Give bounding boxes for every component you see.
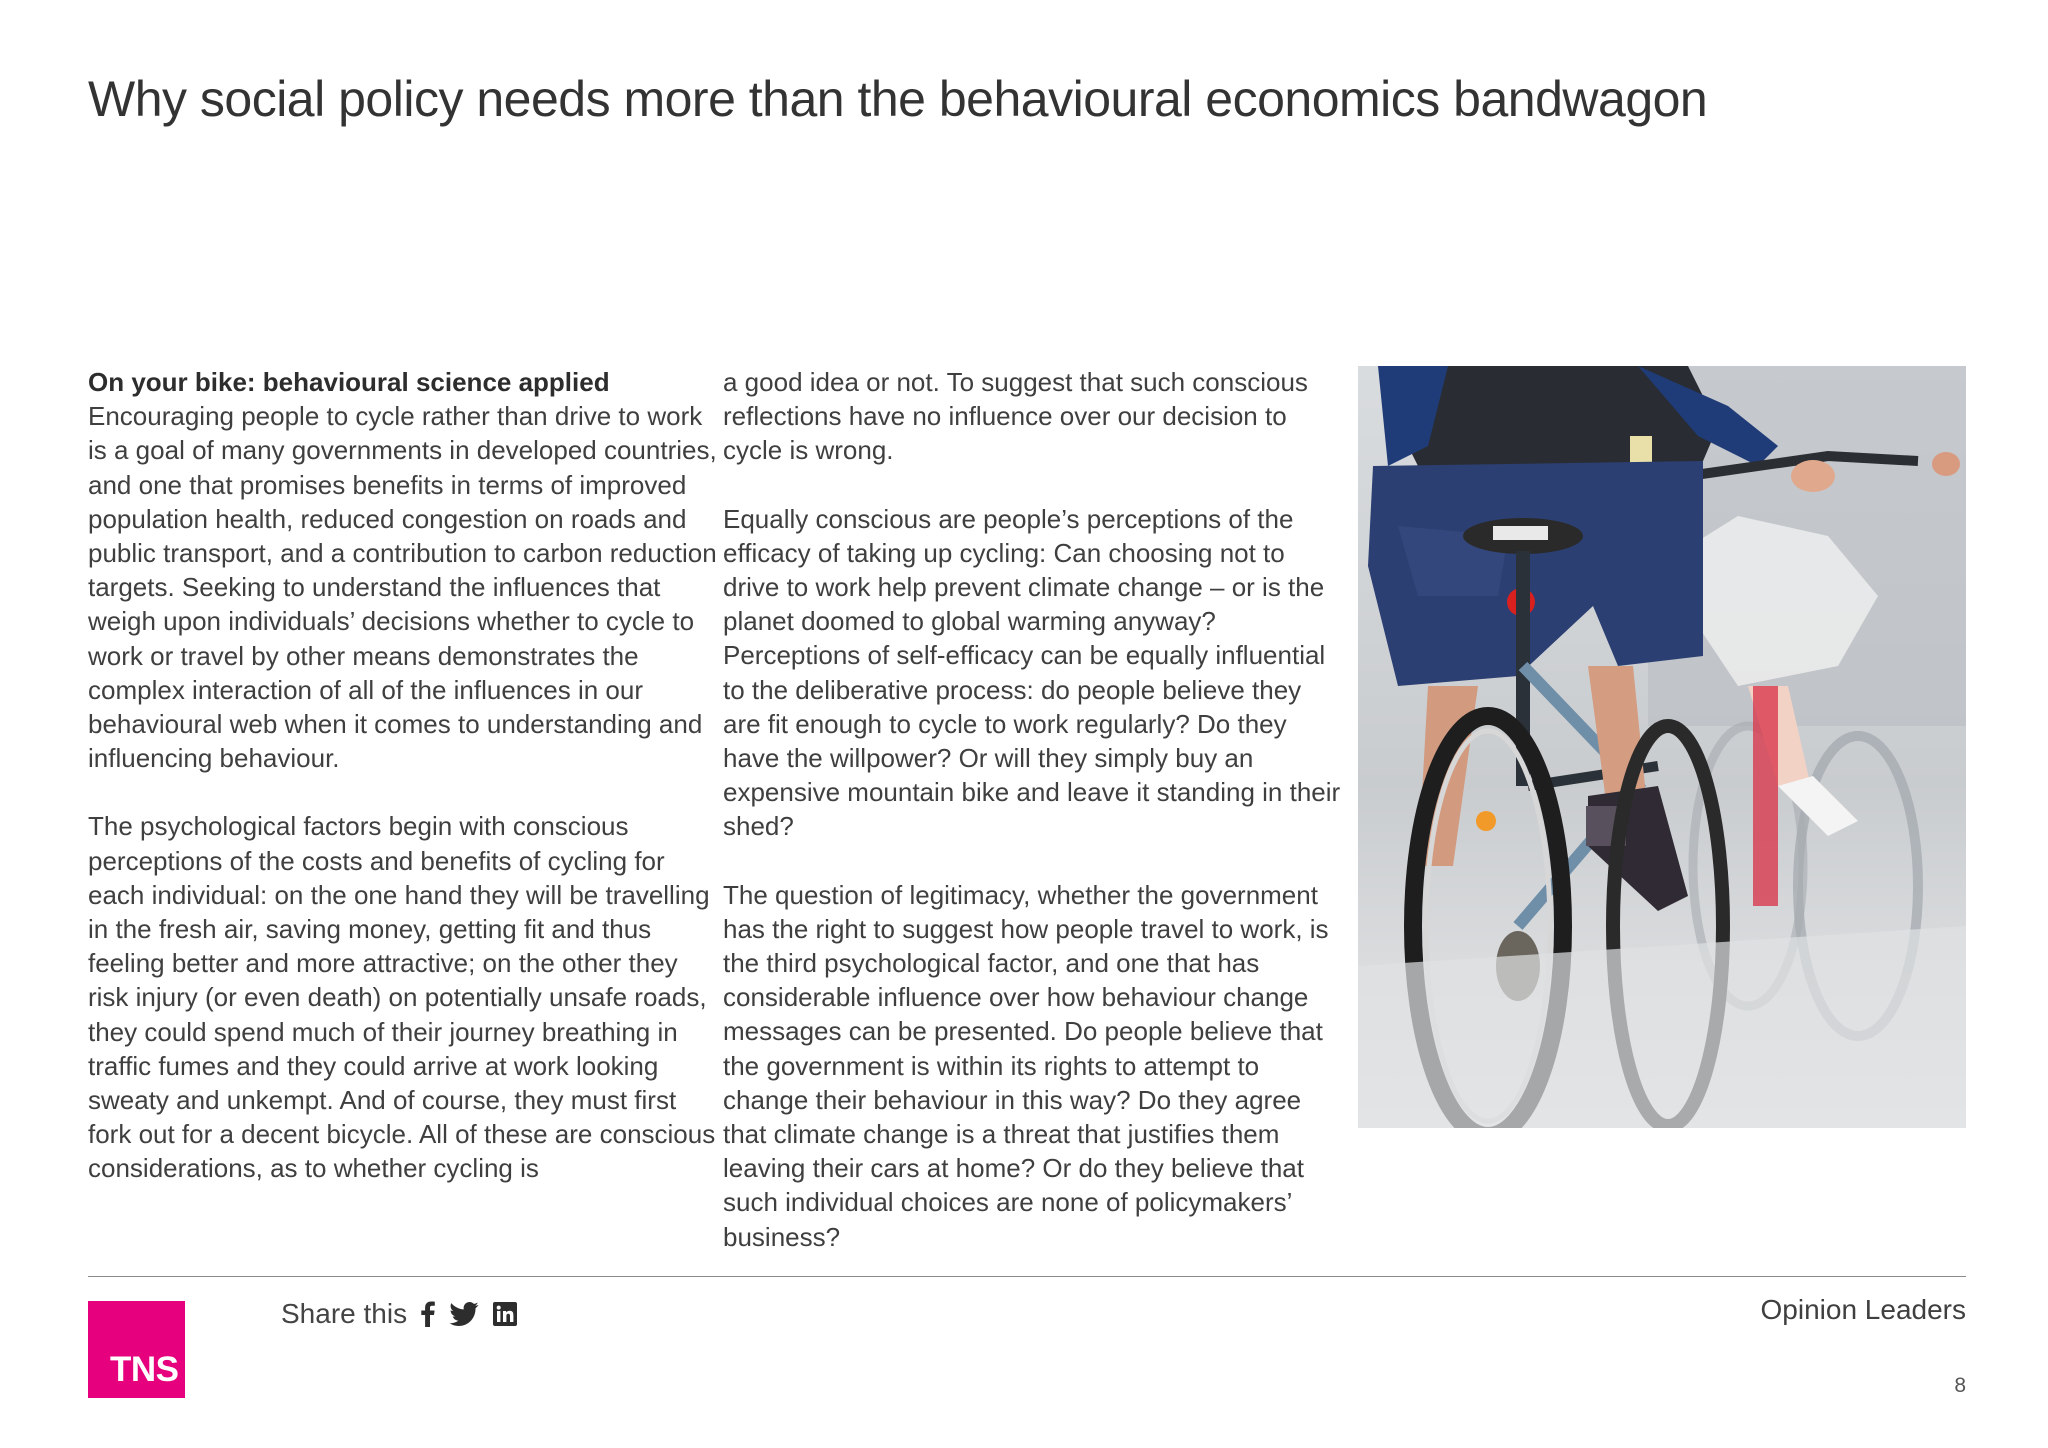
cyclists-illustration bbox=[1358, 366, 1966, 1128]
section-label: Opinion Leaders bbox=[1760, 1294, 1966, 1325]
article-paragraph: The psychological factors begin with conscious perceptions of the costs and benefits of cycling for each individual: on the one hand they will be travelling in the fresh air, saving money, getting fit and thus feeling better and more attractive; on the other they risk injury (or even death) on potentially unsafe roads, they could spend much of their journey breathing in traffic fumes and they could arrive at work looking sweaty and unkempt. And of course, they must first fork out for a decent bicycle. All of these are conscious considerations, as to whether cycling is bbox=[88, 811, 716, 1184]
page-title: Why social policy needs more than the behavioural economics bandwagon bbox=[88, 71, 1708, 127]
article-paragraph: Equally conscious are people’s perceptions of the efficacy of taking up cycling: Can choosing not to drive to work help prevent climate change – or is the planet doomed to global warming anyway? Perceptions of self-efficacy can be equally influential to the deliberative process: do people believe they are fit enough to cycle to work regularly? Do they have the willpower? Or will they simply buy an expensive mountain bike and leave it standing in their shed? bbox=[723, 503, 1341, 842]
tns-logo bbox=[88, 1301, 185, 1398]
twitter-icon[interactable] bbox=[449, 1302, 479, 1326]
footer-divider bbox=[88, 1276, 1966, 1277]
article-paragraph: a good idea or not. To suggest that such conscious reflections have no influence over our decision to cycle is wrong. bbox=[723, 367, 1308, 466]
article-column-2 bbox=[723, 365, 1343, 1288]
share-bar bbox=[281, 1294, 517, 1334]
logo-text: TNS bbox=[110, 1350, 179, 1389]
cyclists-photo bbox=[1358, 366, 1966, 1128]
article-column-1 bbox=[88, 365, 720, 1220]
share-label: Share this bbox=[281, 1298, 408, 1329]
article-paragraph: Encouraging people to cycle rather than drive to work is a goal of many governments in developed countries, and one that promises benefits in terms of improved population health, reduced congestion on roads and public transport, and a contribution to carbon reduction targets. Seeking to understand the influences that weigh upon individuals’ decisions whether to cycle to work or travel by other means demonstrates the complex interaction of all of the influences in our behavioural web when it comes to understanding and influencing behaviour. bbox=[88, 401, 717, 774]
article-subheading: On your bike: behavioural science applied bbox=[88, 367, 610, 397]
facebook-icon[interactable] bbox=[421, 1301, 435, 1327]
page-number: 8 bbox=[1954, 1374, 1966, 1397]
linkedin-icon[interactable] bbox=[493, 1302, 517, 1326]
article-paragraph: The question of legitimacy, whether the government has the right to suggest how people travel to work, is the third psychological factor, and one that has considerable influence over how behaviour change messages can be presented. Do people believe that the government is within its rights to attempt to change their behaviour in this way? Do they agree that climate change is a threat that justifies them leaving their cars at home? Or do they believe that such individual choices are none of policymakers’ business? bbox=[723, 879, 1329, 1252]
